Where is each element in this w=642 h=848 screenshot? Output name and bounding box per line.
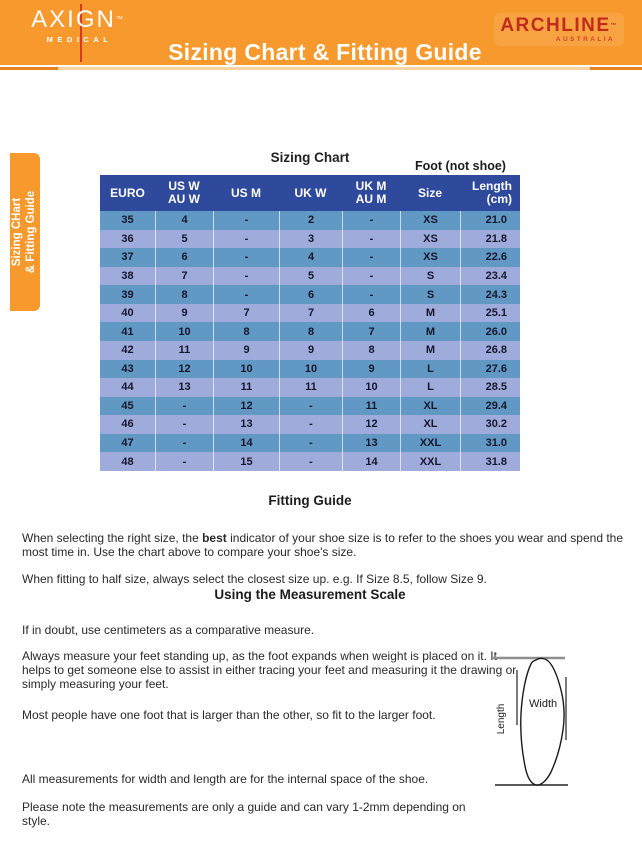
table-cell: 14: [342, 452, 400, 471]
measurement-scale-heading: Using the Measurement Scale: [214, 587, 406, 602]
table-cell: 8: [213, 322, 279, 341]
table-row: [100, 211, 520, 230]
fitting-guide-paragraph-1: [22, 532, 626, 560]
table-cell: 8: [279, 322, 342, 341]
table-cell: 13: [342, 434, 400, 453]
table-cell: 28.5: [460, 378, 520, 397]
table-cell: 4: [279, 248, 342, 267]
table-cell: -: [279, 452, 342, 471]
table-cell: 11: [342, 397, 400, 416]
table-row: [100, 285, 520, 304]
table-cell: 41: [121, 325, 134, 338]
archline-trademark: ™: [610, 23, 618, 29]
fitting-guide-heading: Fitting Guide: [268, 493, 352, 508]
axign-logo: [24, 7, 132, 44]
table-cell: 13: [213, 415, 279, 434]
table-cell: XL: [400, 397, 460, 416]
foot-outline-icon: [488, 646, 640, 796]
table-cell: -: [213, 230, 279, 249]
table-cell: 14: [213, 434, 279, 453]
table-cell: 5: [279, 267, 342, 286]
table-cell: 11: [155, 341, 213, 360]
header-divider: [0, 67, 642, 70]
table-body: [100, 211, 520, 471]
table-cell: 48: [121, 455, 134, 468]
table-cell: 12: [213, 397, 279, 416]
table-cell: 31.0: [460, 434, 520, 453]
table-row: [100, 378, 520, 397]
header-bar: [0, 0, 642, 65]
table-row: [100, 360, 520, 379]
measurement-paragraph-1: If in doubt, use centimeters as a comparative measure.: [22, 623, 315, 637]
table-cell: 46: [121, 418, 134, 431]
table-cell: -: [213, 248, 279, 267]
table-row: [100, 248, 520, 267]
table-cell: 8: [342, 341, 400, 360]
table-cell: L: [400, 378, 460, 397]
table-cell: -: [279, 397, 342, 416]
table-cell: 6: [155, 248, 213, 267]
length-label: Length: [496, 703, 507, 735]
table-cell: 44: [121, 381, 134, 394]
table-cell: 42: [121, 344, 134, 357]
table-row: [100, 304, 520, 323]
table-cell: 37: [121, 251, 134, 264]
width-label: Width: [529, 698, 558, 710]
table-cell: XXL: [400, 434, 460, 453]
table-cell: 6: [279, 285, 342, 304]
table-row: [100, 322, 520, 341]
table-cell: 27.6: [460, 360, 520, 379]
table-cell: -: [213, 285, 279, 304]
measurement-paragraph-5: Please note the measurements are only a guide and can vary 1-2mm depending on style.: [22, 800, 466, 828]
table-cell: S: [400, 285, 460, 304]
table-cell: 11: [279, 378, 342, 397]
table-cell: 26.8: [460, 341, 520, 360]
archline-logo: [494, 13, 624, 46]
table-cell: 9: [213, 341, 279, 360]
table-cell: 31.8: [460, 452, 520, 471]
table-cell: 2: [279, 211, 342, 230]
table-cell: M: [400, 341, 460, 360]
measurement-paragraph-3: Most people have one foot that is larger than the other, so fit to the larger foot.: [22, 708, 436, 722]
archline-logo-text: ARCHLINE: [500, 15, 611, 36]
table-cell: XL: [400, 415, 460, 434]
table-cell: 30.2: [460, 415, 520, 434]
table-cell: M: [400, 322, 460, 341]
archline-logo-subtext: AUSTRALIA: [555, 36, 615, 43]
axign-logo-text: AXIGN: [31, 6, 116, 33]
table-cell: -: [279, 434, 342, 453]
table-cell: 40: [121, 307, 134, 320]
paragraph-text: When selecting the right size, the: [22, 531, 203, 545]
table-cell: 15: [213, 452, 279, 471]
measurement-paragraph-2: Always measure your feet standing up, as the foot expands when weight is placed on it. It helps to get someone else to assist in either tracing your feet and measuring it the drawing or simply measuring your feet.: [22, 649, 517, 691]
table-cell: 35: [121, 214, 134, 227]
table-cell: 9: [155, 304, 213, 323]
table-cell: XS: [400, 211, 460, 230]
table-cell: -: [342, 267, 400, 286]
table-row: [100, 267, 520, 286]
table-row: [100, 452, 520, 471]
paragraph-text: indicator of your shoe size is to refer to the shoes you wear and spend the most time in. Use the chart above to compare your shoe's size.: [22, 531, 624, 559]
column-header: Size: [417, 185, 442, 200]
table-cell: -: [155, 415, 213, 434]
table-row: [100, 415, 520, 434]
table-cell: 11: [213, 378, 279, 397]
measurement-paragraph-4: All measurements for width and length are for the internal space of the shoe.: [22, 772, 429, 786]
axign-logo-name: [24, 7, 132, 33]
table-cell: 10: [155, 322, 213, 341]
table-cell: 21.8: [460, 230, 520, 249]
page-title: Sizing Chart & Fitting Guide: [168, 39, 482, 66]
side-tab-line1: Sizing CHart: [11, 197, 23, 267]
table-cell: -: [155, 397, 213, 416]
table-cell: 7: [342, 322, 400, 341]
table-cell: 5: [155, 230, 213, 249]
table-cell: -: [342, 230, 400, 249]
column-header: US W AU W: [168, 179, 200, 206]
table-cell: 45: [121, 399, 134, 412]
table-cell: M: [400, 304, 460, 323]
table-cell: 3: [279, 230, 342, 249]
axign-logo-subtext: MEDICAL: [46, 35, 113, 44]
table-row: [100, 397, 520, 416]
table-cell: XXL: [400, 452, 460, 471]
table-cell: 4: [155, 211, 213, 230]
fitting-guide-paragraph-2: When fitting to half size, always select the closest size up. e.g. If Size 8.5, follow Size 9.: [22, 572, 487, 586]
paragraph-bold-text: best: [202, 531, 227, 545]
archline-logo-name: [500, 16, 618, 36]
table-cell: 7: [279, 304, 342, 323]
table-cell: 10: [279, 360, 342, 379]
table-cell: 7: [155, 267, 213, 286]
table-cell: -: [155, 434, 213, 453]
foot-not-shoe-label: Foot (not shoe): [415, 159, 506, 173]
table-cell: XS: [400, 230, 460, 249]
table-cell: -: [279, 415, 342, 434]
table-cell: S: [400, 267, 460, 286]
sizing-table: [100, 175, 520, 471]
table-cell: 7: [213, 304, 279, 323]
table-cell: 47: [121, 437, 134, 450]
table-cell: -: [342, 248, 400, 267]
foot-measurement-diagram: [488, 646, 640, 796]
table-cell: 9: [342, 360, 400, 379]
table-cell: 8: [155, 285, 213, 304]
table-cell: 21.0: [460, 211, 520, 230]
table-cell: 25.1: [460, 304, 520, 323]
column-header: US M: [231, 185, 261, 200]
table-row: [100, 341, 520, 360]
sizing-chart-title: Sizing Chart: [270, 150, 350, 165]
table-cell: 9: [279, 341, 342, 360]
axign-trademark: ™: [115, 16, 125, 23]
table-cell: XS: [400, 248, 460, 267]
table-cell: 10: [213, 360, 279, 379]
table-cell: 39: [121, 288, 134, 301]
table-row: [100, 230, 520, 249]
table-cell: -: [213, 211, 279, 230]
column-header: Length (cm): [472, 179, 512, 206]
table-cell: 6: [342, 304, 400, 323]
table-cell: -: [342, 211, 400, 230]
table-cell: 13: [155, 378, 213, 397]
table-cell: 10: [342, 378, 400, 397]
table-header-row: [100, 175, 520, 211]
table-cell: 22.6: [460, 248, 520, 267]
table-cell: 26.0: [460, 322, 520, 341]
table-cell: 43: [121, 362, 134, 375]
table-cell: 23.4: [460, 267, 520, 286]
table-cell: 36: [121, 232, 134, 245]
column-header: UK M AU M: [355, 179, 387, 206]
table-cell: L: [400, 360, 460, 379]
side-tab-sizing-chart: [10, 153, 40, 311]
side-tab-label: [10, 153, 40, 311]
column-header: EURO: [110, 185, 145, 200]
column-header: UK W: [294, 185, 327, 200]
table-cell: -: [213, 267, 279, 286]
table-cell: 29.4: [460, 397, 520, 416]
table-cell: 38: [121, 269, 134, 282]
table-cell: 24.3: [460, 285, 520, 304]
table-cell: 12: [155, 360, 213, 379]
table-row: [100, 434, 520, 453]
table-cell: -: [342, 285, 400, 304]
table-cell: 12: [342, 415, 400, 434]
table-cell: -: [155, 452, 213, 471]
side-tab-line2: & Fitting Guide: [25, 190, 37, 274]
